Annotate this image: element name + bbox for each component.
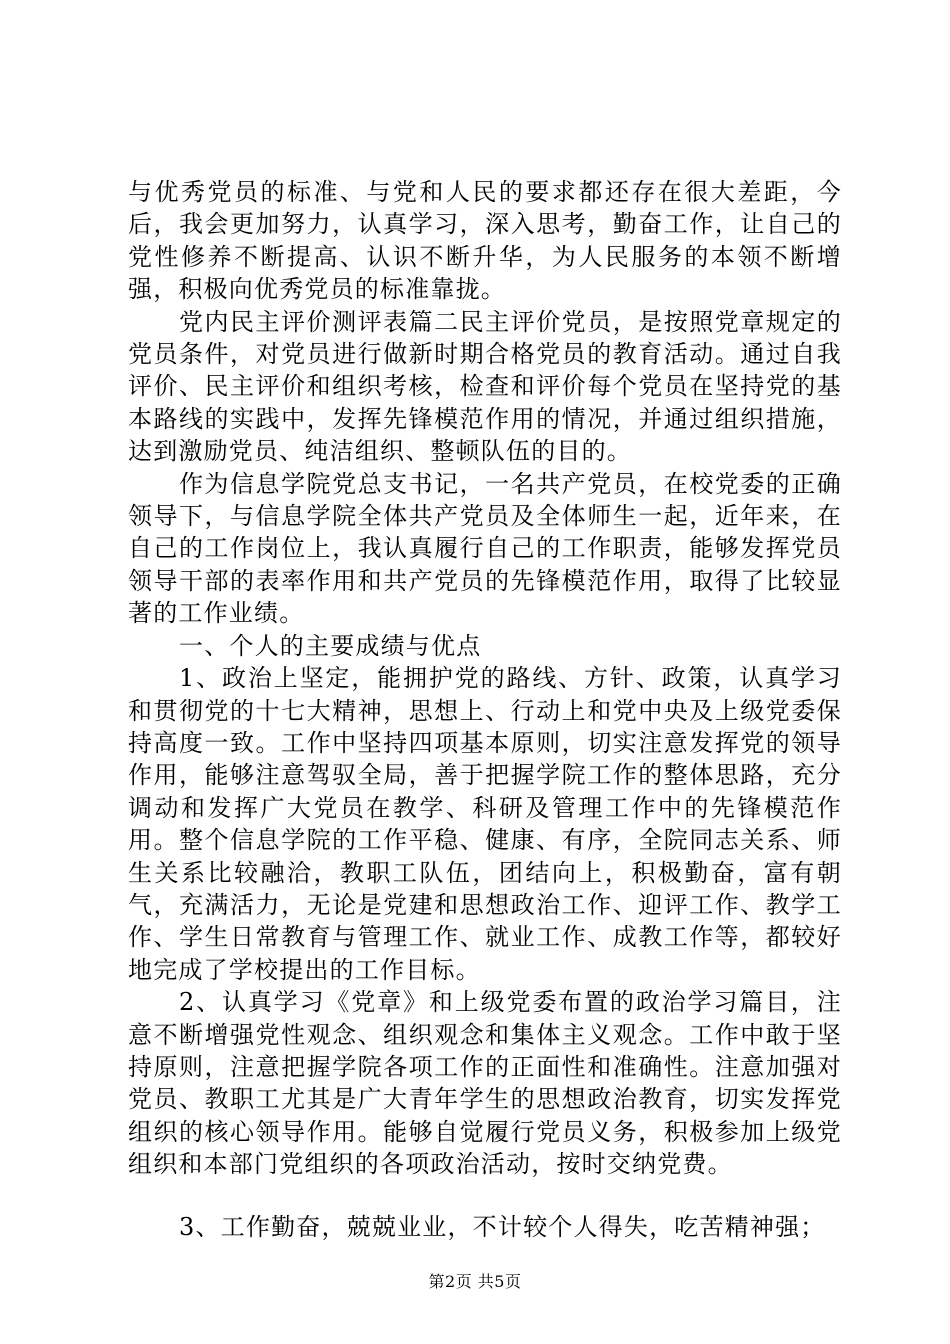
document-body (128, 176, 842, 1243)
paragraph-item-1: 1、政治上坚定，能拥护党的路线、方针、政策，认真学习和贯彻党的十七大精神，思想上、行动上和党中央及上级党委保持高度一致。工作中坚持四项基本原则，切实注意发挥党的领导作用，能够注意驾驭全局，善于把握学院工作的整体思路，充分调动和发挥广大党员在教学、科研及管理工作中的先锋模范作用。整个信息学院的工作平稳、健康、有序，全院同志关系、师生关系比较融洽，教职工队伍，团结向上，积极勤奋，富有朝气，充满活力，无论是党建和思想政治工作、迎评工作、教学工作、学生日常教育与管理工作、就业工作、成教工作等，都较好地完成了学校提出的工作目标。 (128, 664, 842, 984)
section-heading-achievements: 一、个人的主要成绩与优点 (179, 631, 482, 660)
page-footer: 第2页 共5页 (428, 1272, 522, 1291)
paragraph-item-3: 3、工作勤奋，兢兢业业，不计较个人得失，吃苦精神强； (179, 1212, 826, 1241)
paragraph-democratic-evaluation: 党内民主评价测评表篇二民主评价党员，是按照党章规定的党员条件，对党员进行做新时期合格党员的教育活动。通过自我评价、民主评价和组织考核，检查和评价每个党员在坚持党的基本路线的实践中，发挥先锋模范作用的情况，并通过组织措施，达到激励党员、纯洁组织、整顿队伍的目的。 (128, 307, 842, 466)
paragraph-item-2: 2、认真学习《党章》和上级党委布置的政治学习篇目，注意不断增强党性观念、组织观念和集体主义观念。工作中敢于坚持原则，注意把握学院各项工作的正面性和准确性。注意加强对党员、教职工尤其是广大青年学生的思想政治教育，切实发挥党组织的核心领导作用。能够自觉履行党员义务，积极参加上级党组织和本部门党组织的各项政治活动，按时交纳党费。 (128, 988, 842, 1179)
paragraph-continuation: 与优秀党员的标准、与党和人民的要求都还存在很大差距，今后，我会更加努力，认真学习，深入思考，勤奋工作，让自己的党性修养不断提高、认识不断升华，为人民服务的本领不断增强，积极向优秀党员的标准靠拢。 (128, 178, 842, 304)
paragraph-secretary-intro: 作为信息学院党总支书记，一名共产党员，在校党委的正确领导下，与信息学院全体共产党员及全体师生一起，近年来，在自己的工作岗位上，我认真履行自己的工作职责，能够发挥党员领导干部的表率作用和共产党员的先锋模范作用，取得了比较显著的工作业绩。 (128, 469, 842, 628)
